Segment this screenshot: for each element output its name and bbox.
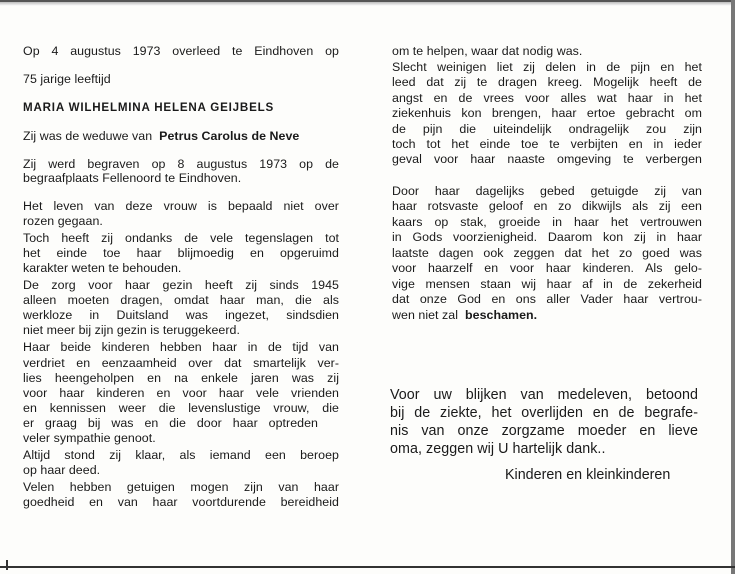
text-line: lies heengeholpen en na enkele jaren was zij [23, 371, 339, 385]
text-line: verdriet en eenzaamheid over dat smartelijk ver- [23, 356, 339, 370]
text-line: voor haarzelf en voor haar kinderen. Als gelo- [392, 261, 702, 275]
text-line: veler sympathie genoot. [23, 431, 156, 445]
text-line: dat onze God en ons aller Vader haar vertrou- [392, 292, 702, 306]
final-line-text: wen niet zal [392, 308, 459, 322]
text-line: ziekenhuis kon brengen, haar ertoe gebracht om [392, 106, 702, 120]
text-line: op haar deed. [23, 463, 101, 477]
text-line: vige mensen staan wij haar af in de zekerheid [392, 277, 702, 291]
text-line: Altijd stond zij klaar, als iemand een beroep [23, 448, 339, 462]
text-line: Haar beide kinderen hebben haar in de tijd van [23, 340, 339, 354]
text-line: leed dat zij te dragen kreeg. Mogelijk heeft de [392, 75, 702, 89]
text-line: alleen moeten dragen, omdat haar man, die als [23, 293, 339, 307]
text-line: Slecht weinigen liet zij delen in de pijn en het [392, 60, 702, 74]
widow-line [23, 129, 299, 144]
text-line: toch tot het einde toe te verbijten en in ieder [392, 137, 702, 151]
text-line: er graag bij was en die door haar optreden [23, 416, 318, 430]
text-line: Velen hebben getuigen mogen zijn van haar [23, 480, 339, 494]
thanks-line: nis van onze zorgzame moeder en lieve [390, 423, 698, 439]
text-line: Door haar dagelijks gebed getuigde zij van [392, 184, 702, 198]
bottom-corner-mark [6, 560, 8, 570]
thanks-line: oma, zeggen wij U hartelijk dank.. [390, 441, 606, 457]
thanks-line: bij de ziekte, het overlijden en de begrafe- [390, 405, 698, 421]
widow-prefix: Zij was de weduwe van [23, 129, 153, 143]
text-line: haar rotsvaste geloof en zo dikwijls als zij een [392, 199, 702, 213]
right-border [731, 0, 735, 574]
death-announcement: Op 4 augustus 1973 overleed te Eindhoven op [23, 44, 339, 58]
signature: Kinderen en kleinkinderen [505, 467, 671, 483]
text-line: goedheid en van haar voortdurende bereidheid [23, 495, 339, 509]
text-line: en kennissen weer die levenslustige vrouw, die [23, 401, 339, 415]
age-line: 75 jarige leeftijd [23, 72, 111, 86]
text-line: angst en de vrees voor alles wat haar in het [392, 91, 702, 105]
text-line: karakter weten te behouden. [23, 261, 182, 275]
husband-name: Petrus Carolus de Neve [159, 129, 300, 143]
text-line: werkloze in Duitsland was ingezet, sindsdien [23, 308, 339, 322]
text-line: kaars op stak, groeide in haar het vertrouwen [392, 215, 702, 229]
text-line: niet meer bij zijn gezin is teruggekeerd. [23, 323, 240, 337]
thanks-line: Voor uw blijken van medeleven, betoond [390, 387, 698, 403]
final-line-bold: beschamen. [465, 308, 538, 322]
text-line: om te helpen, waar dat nodig was. [392, 44, 583, 58]
burial-line-1: Zij werd begraven op 8 augustus 1973 op de [23, 157, 339, 171]
text-line: Toch heeft zij ondanks de vele tegenslagen tot [23, 231, 339, 245]
deceased-name: MARIA WILHELMINA HELENA GEIJBELS [23, 101, 275, 114]
text-line: het einde toe haar blijmoedig en opgeruimd [23, 246, 339, 260]
bottom-border [0, 566, 735, 568]
text-line: Het leven van deze vrouw is bepaald niet over [23, 199, 339, 213]
text-line: geval voor haar naaste omgeving te verbergen [392, 152, 702, 166]
final-line [392, 308, 537, 323]
burial-line-2: begraafplaats Fellenoord te Eindhoven. [23, 171, 242, 185]
text-line: de pijn die uiteindelijk ondragelijk zou zijn [392, 122, 702, 136]
text-line: laatste dagen ook zeggen dat het zo goed was [392, 246, 702, 260]
text-line: rozen gegaan. [23, 214, 103, 228]
text-line: in Gods voorzienigheid. Daarom kon zij in haar [392, 230, 702, 244]
text-line: De zorg voor haar gezin heeft zij sinds 1945 [23, 278, 339, 292]
text-line: voor haar kinderen en voor haar vele vrienden [23, 386, 339, 400]
top-border [0, 0, 735, 6]
